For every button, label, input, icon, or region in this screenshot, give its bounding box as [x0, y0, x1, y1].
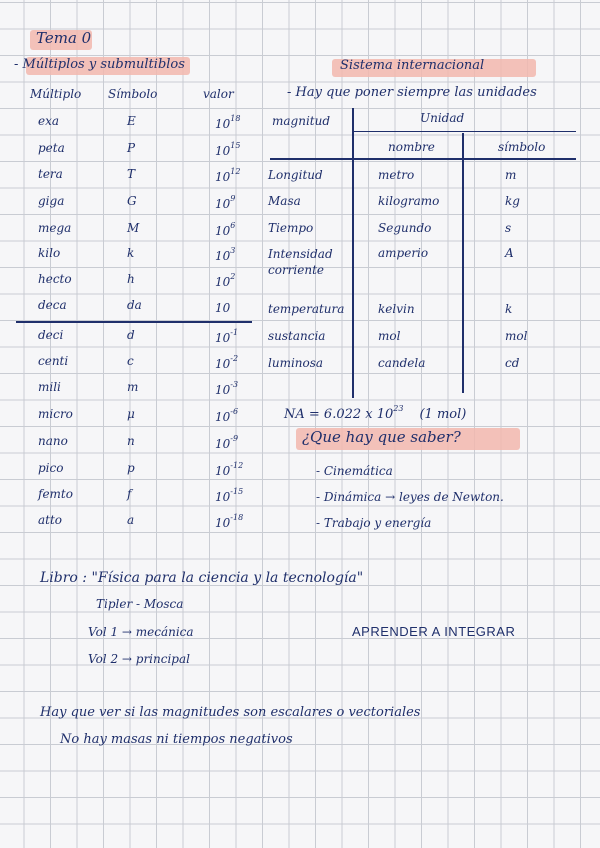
saber-item: - Dinámica → leyes de Newton.: [316, 490, 504, 504]
multiplo-symbol: f: [127, 487, 132, 501]
multiplo-symbol: P: [127, 141, 136, 155]
multiplo-value: $10^6$: [215, 221, 236, 238]
multiplo-symbol: n: [127, 434, 135, 448]
multiplo-value: $10^{-2}$: [215, 354, 239, 371]
si-magnitud: sustancia: [268, 329, 326, 343]
libro-vol1: Vol 1 → mecánica: [88, 625, 194, 639]
si-hline-unidad: [354, 131, 576, 132]
multiplo-symbol: m: [127, 380, 139, 394]
si-magnitud: Tiempo: [268, 221, 314, 235]
multiplo-value: $10^{-6}$: [215, 407, 239, 424]
col-simbolo: Símbolo: [108, 87, 158, 101]
multiplo-value: $10^9$: [215, 194, 236, 211]
si-nombre: Segundo: [378, 221, 432, 235]
multiplo-value: $10^{-1}$: [215, 328, 239, 345]
multiplo-name: pico: [38, 461, 64, 475]
multiplos-heading: - Múltiplos y submultiblos: [14, 57, 185, 72]
multiplo-name: nano: [38, 434, 68, 448]
multiplo-value: $10^2$: [215, 272, 236, 289]
si-magnitud: Longitud: [268, 168, 323, 182]
saber-item: - Trabajo y energía: [316, 516, 432, 530]
multiplo-name: deci: [38, 328, 64, 342]
si-simbolo: s: [505, 221, 512, 235]
si-simbolo: k: [505, 302, 513, 316]
si-simbolo: mol: [505, 329, 528, 343]
col-valor: valor: [203, 87, 234, 101]
multiplos-divider: [16, 321, 252, 323]
si-simbolo: A: [505, 246, 514, 260]
multiplo-symbol: T: [127, 167, 136, 181]
multiplo-name: deca: [38, 298, 67, 312]
multiplo-name: micro: [38, 407, 73, 421]
multiplo-value: $10^{-18}$: [215, 513, 244, 530]
multiplo-symbol: μ: [127, 407, 135, 421]
multiplo-symbol: G: [127, 194, 137, 208]
multiplo-symbol: p: [127, 461, 135, 475]
si-note: - Hay que poner siempre las unidades: [287, 85, 537, 100]
multiplo-name: centi: [38, 354, 69, 368]
multiplo-name: atto: [38, 513, 63, 527]
multiplo-symbol: k: [127, 246, 135, 260]
multiplo-name: hecto: [38, 272, 72, 286]
multiplo-symbol: M: [127, 221, 140, 235]
multiplo-symbol: c: [127, 354, 134, 368]
avogadro-formula: NA = 6.022 x $10^{23}$ (1 mol): [284, 404, 467, 422]
si-magnitud: Masa: [268, 194, 301, 208]
si-hline-header: [270, 158, 576, 160]
si-magnitud: Intensidad corriente: [268, 247, 333, 277]
multiplo-name: kilo: [38, 246, 61, 260]
si-magnitud: temperatura: [268, 302, 345, 316]
libro-title: Libro : "Física para la ciencia y la tecnología": [40, 570, 364, 586]
page-title: Tema 0: [36, 29, 92, 47]
multiplo-name: giga: [38, 194, 65, 208]
multiplo-value: 10: [215, 301, 231, 315]
aprender-integrar: APRENDER A INTEGRAR: [352, 624, 516, 639]
multiplo-value: $10^{12}$: [215, 167, 241, 184]
col-multiplo: Múltiplo: [30, 87, 82, 101]
multiplo-value: $10^{18}$: [215, 114, 241, 131]
si-heading: Sistema internacional: [340, 58, 485, 73]
si-simbolo: cd: [505, 356, 520, 370]
saber-item: - Cinemática: [316, 464, 393, 478]
si-nombre: kelvin: [378, 302, 415, 316]
multiplo-symbol: d: [127, 328, 135, 342]
si-magnitud: luminosa: [268, 356, 324, 370]
libro-vol2: Vol 2 → principal: [88, 652, 190, 666]
multiplo-value: $10^{-15}$: [215, 487, 244, 504]
multiplo-name: tera: [38, 167, 63, 181]
si-col-nombre: nombre: [388, 140, 435, 154]
multiplo-name: mega: [38, 221, 72, 235]
multiplo-symbol: a: [127, 513, 135, 527]
multiplo-name: exa: [38, 114, 60, 128]
si-col-simbolo: símbolo: [498, 140, 546, 154]
saber-heading: ¿Que hay que saber?: [302, 428, 461, 446]
multiplo-value: $10^{-9}$: [215, 434, 239, 451]
si-nombre: amperio: [378, 246, 429, 260]
libro-author: Tipler - Mosca: [96, 597, 184, 611]
si-simbolo: kg: [505, 194, 520, 208]
note-2: No hay masas ni tiempos negativos: [60, 732, 293, 747]
multiplo-name: mili: [38, 380, 61, 394]
multiplo-name: peta: [38, 141, 65, 155]
multiplo-value: $10^{15}$: [215, 141, 241, 158]
si-col-magnitud: magnitud: [272, 114, 331, 128]
multiplo-value: $10^{-12}$: [215, 461, 244, 478]
multiplo-name: femto: [38, 487, 73, 501]
si-vline-1: [352, 108, 354, 398]
si-simbolo: m: [505, 168, 517, 182]
multiplo-symbol: h: [127, 272, 135, 286]
si-nombre: metro: [378, 168, 415, 182]
si-vline-2: [462, 133, 464, 393]
si-col-unidad: Unidad: [420, 111, 465, 125]
multiplo-value: $10^3$: [215, 246, 236, 263]
multiplo-value: $10^{-3}$: [215, 380, 239, 397]
multiplo-symbol: da: [127, 298, 142, 312]
note-1: Hay que ver si las magnitudes son escalares o vectoriales: [40, 705, 421, 720]
multiplo-symbol: E: [127, 114, 136, 128]
si-nombre: candela: [378, 356, 426, 370]
si-nombre: kilogramo: [378, 194, 440, 208]
si-nombre: mol: [378, 329, 401, 343]
